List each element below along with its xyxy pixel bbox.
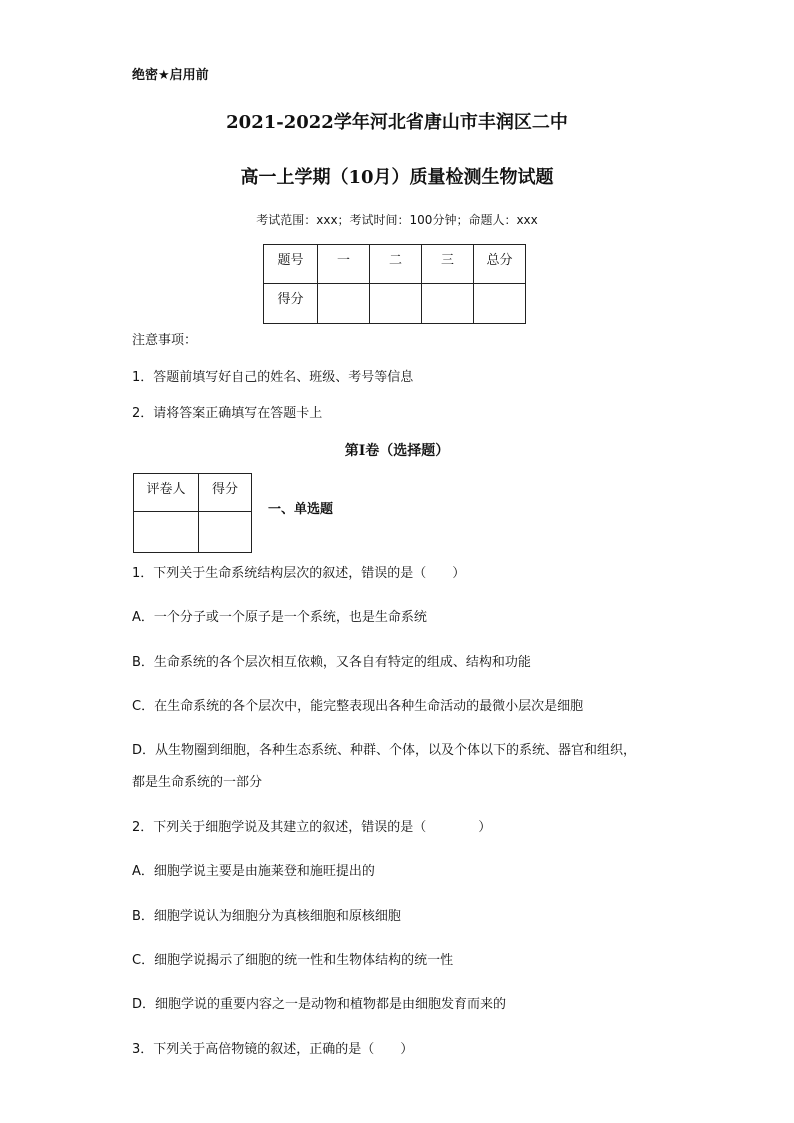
grader-table: [133, 473, 252, 553]
exam-title-line1: 2021-2022学年河北省唐山市丰润区二中: [226, 112, 568, 133]
note-item: 1．答题前填写好自己的姓名、班级、考号等信息: [132, 370, 414, 385]
notes-heading: 注意事项：: [132, 333, 198, 348]
subsection-title: 一、单选题: [268, 502, 334, 517]
question-stem: 1．下列关于生命系统结构层次的叙述，错误的是（ ）: [132, 566, 466, 581]
score-table-header-cell: 三: [422, 245, 474, 284]
question-option-continuation: 都是生命系统的一部分: [132, 775, 263, 790]
note-item: 2．请将答案正确填写在答题卡上: [132, 406, 323, 421]
section-title: 第I卷（选择题）: [344, 443, 450, 459]
exam-info: 考试范围：xxx；考试时间：100分钟；命题人：xxx: [256, 213, 538, 227]
question-option: B．生命系统的各个层次相互依赖，又各自有特定的组成、结构和功能: [132, 655, 531, 670]
score-cell: [474, 284, 526, 324]
score-table-header-row: [264, 245, 526, 284]
question-option: C．在生命系统的各个层次中，能完整表现出各种生命活动的最微小层次是细胞: [132, 699, 584, 714]
score-table-header-cell: 一: [318, 245, 370, 284]
grader-cell: [199, 512, 252, 553]
score-table-header-cell: 总分: [474, 245, 526, 284]
grader-table-empty-row: [134, 512, 252, 553]
score-table-header-cell: 题号: [264, 245, 318, 284]
exam-title-line2: 高一上学期（10月）质量检测生物试题: [240, 167, 554, 188]
question-option: D．细胞学说的重要内容之一是动物和植物都是由细胞发育而来的: [132, 997, 507, 1012]
grader-table-header-cell: 得分: [199, 474, 252, 512]
grader-cell: [134, 512, 199, 553]
question-option: C．细胞学说揭示了细胞的统一性和生物体结构的统一性: [132, 953, 454, 968]
question-stem: 3．下列关于高倍物镜的叙述，正确的是（ ）: [132, 1042, 414, 1057]
question-option: D．从生物圈到细胞，各种生态系统、种群、个体，以及个体以下的系统、器官和组织，: [132, 743, 637, 758]
question-option: A．一个分子或一个原子是一个系统，也是生命系统: [132, 610, 427, 625]
score-table-row-label: 得分: [264, 284, 318, 324]
score-cell: [318, 284, 370, 324]
confidential-label: 绝密★启用前: [132, 68, 209, 83]
score-cell: [370, 284, 422, 324]
grader-table-header-row: [134, 474, 252, 512]
score-table-score-row: [264, 284, 526, 324]
score-table: [263, 244, 526, 324]
question-stem: 2．下列关于细胞学说及其建立的叙述，错误的是（ ）: [132, 820, 492, 835]
score-table-header-cell: 二: [370, 245, 422, 284]
question-option: B．细胞学说认为细胞分为真核细胞和原核细胞: [132, 909, 401, 924]
question-option: A．细胞学说主要是由施莱登和施旺提出的: [132, 864, 375, 879]
grader-table-header-cell: 评卷人: [134, 474, 199, 512]
score-cell: [422, 284, 474, 324]
